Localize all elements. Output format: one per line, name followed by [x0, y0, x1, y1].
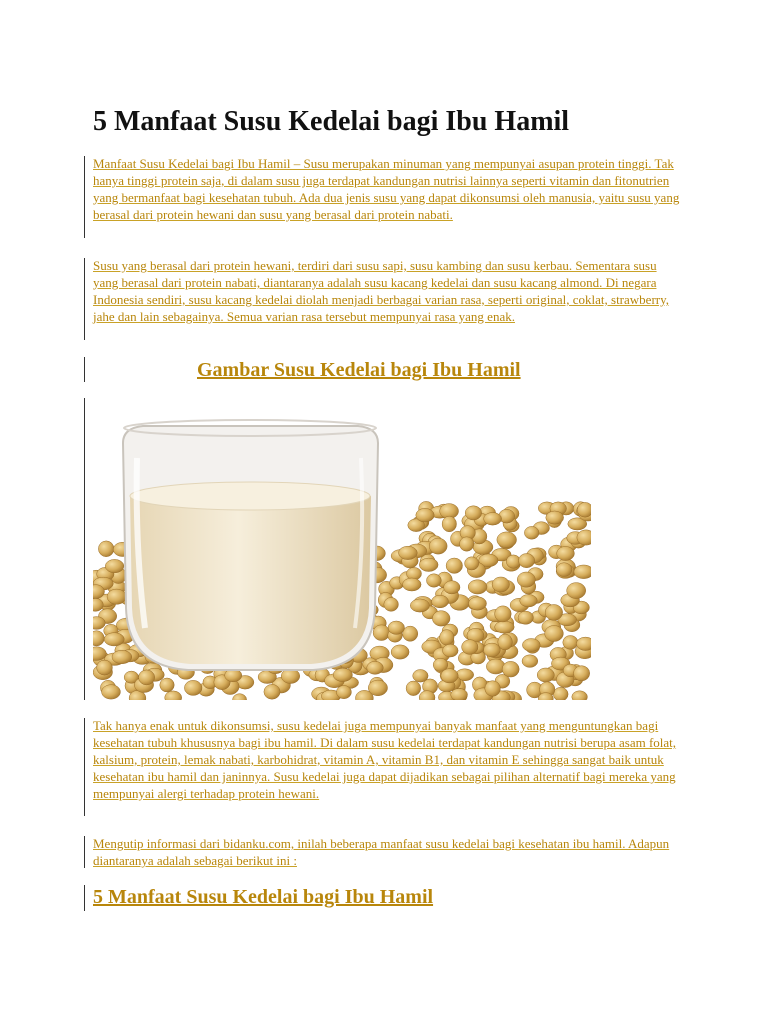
soybean-shape	[98, 541, 114, 557]
section-heading-link[interactable]: 5 Manfaat Susu Kedelai bagi Ibu Hamil	[93, 886, 434, 908]
soybean-shape	[518, 611, 533, 624]
soybean-shape	[139, 670, 155, 685]
soybean-shape	[104, 633, 124, 646]
soybean-shape	[403, 626, 418, 641]
soybean-shape	[336, 686, 351, 699]
intro-paragraph-link[interactable]: Manfaat Susu Kedelai bagi Ibu Hamil – Susu merupakan minuman yang mempunyai asupan protein tinggi. Tak hanya tinggi protein saja, di dalam susu juga terdapat kandungan nutrisi lainnya seperti vitamin dan fitonutrien yang bermanfaat bagi kesehatan tubuh. Ada dua jenis susu yang dapat dikonsumsi oleh manusia, yaitu susu yang berasal dari protein hewani dan susu yang berasal dari protein nabati.	[93, 156, 680, 222]
soybean-shape	[399, 546, 418, 559]
soybean-shape	[367, 661, 384, 674]
soybean-shape	[440, 630, 454, 646]
soybean-shape	[517, 572, 535, 587]
soybean-shape	[388, 621, 404, 634]
soy-milk-photo	[93, 398, 591, 700]
soybean-shape	[429, 538, 447, 554]
soybean-shape	[502, 661, 519, 677]
paragraph-margin-bar	[84, 836, 85, 868]
soybean-shape	[469, 597, 487, 610]
soybean-shape	[432, 595, 449, 608]
soy-milk-glass-icon	[93, 398, 591, 700]
soybean-shape	[184, 680, 202, 695]
paragraph-margin-bar	[84, 718, 85, 816]
source-paragraph-link[interactable]: Mengutip informasi dari bidanku.com, inilah beberapa manfaat susu kedelai bagi kesehatan ibu hamil. Adapun diantaranya adalah sebagai berikut ini :	[93, 836, 670, 868]
image-heading-link[interactable]: Gambar Susu Kedelai bagi Ibu Hamil	[197, 359, 521, 381]
soybean-shape	[567, 583, 586, 599]
image-margin-bar	[84, 398, 85, 700]
soybean-shape	[468, 580, 487, 594]
paragraph-margin-bar	[84, 258, 85, 340]
soybean-shape	[522, 655, 538, 668]
soybean-shape	[419, 558, 438, 571]
soybean-shape	[545, 626, 564, 642]
page-title: 5 Manfaat Susu Kedelai bagi Ibu Hamil	[93, 106, 570, 137]
soybean-shape	[441, 669, 458, 683]
soybean-shape	[460, 537, 474, 551]
soybean-shape	[545, 605, 562, 621]
soybean-shape	[492, 577, 509, 592]
soybean-shape	[465, 557, 479, 570]
soybean-shape	[484, 643, 501, 657]
heading-margin-bar	[84, 885, 85, 911]
paragraph-margin-bar	[84, 156, 85, 238]
soybean-shape	[495, 621, 515, 633]
benefits-paragraph-link[interactable]: Tak hanya enak untuk dikonsumsi, susu kedelai juga mempunyai banyak manfaat yang menguntungkan bagi kesehatan tubuh khususnya bagi ibu hamil. Di dalam susu kedelai terdapat kandungan nutrisi berupa asam folat, kalsium, protein, lemak nabati, karbohidrat, vitamin A, vitamin B1, dan vitamin E sehingga sangat baik untuk kesehatan ibu hamil dan janinnya. Susu kedelai juga dapat dijadikan sebagai pilihan alternatif bagi mereka yang mempunyai alergi terhadap protein hewani.	[93, 718, 677, 801]
soybean-shape	[406, 681, 421, 696]
soybean-shape	[574, 666, 590, 681]
soybean-shape	[553, 687, 568, 700]
soybean-shape	[546, 511, 564, 524]
soybean-shape	[484, 513, 502, 526]
soybean-shape	[384, 598, 399, 612]
soybean-shape	[495, 606, 512, 622]
soybean-shape	[442, 516, 456, 532]
soybean-shape	[446, 558, 462, 573]
soybean-shape	[107, 589, 126, 604]
soybean-shape	[497, 532, 517, 548]
soybean-shape	[519, 554, 535, 568]
soybean-shape	[462, 640, 478, 655]
soybean-shape	[333, 668, 352, 681]
soybean-shape	[537, 668, 554, 682]
soybean-shape	[416, 508, 434, 522]
soybean-shape	[373, 625, 390, 641]
soybean-shape	[444, 581, 460, 594]
soybean-shape	[451, 689, 468, 701]
soybean-shape	[574, 565, 591, 579]
soybean-shape	[410, 599, 429, 612]
soybean-shape	[102, 685, 121, 699]
soybean-shape	[368, 680, 387, 696]
heading-margin-bar	[84, 357, 85, 382]
soybean-shape	[557, 547, 575, 561]
soybean-shape	[264, 684, 280, 699]
soybean-shape	[97, 660, 113, 675]
soybean-shape	[391, 645, 409, 659]
milk-types-paragraph-link[interactable]: Susu yang berasal dari protein hewani, terdiri dari susu sapi, susu kambing dan susu kerbau. Sementara susu yang berasal dari protein nabati, diantaranya adalah susu kacang kedelai dan susu kacang almond. Di negara Indonesia sendiri, susu kacang kedelai diolah menjadi berbagai varian rasa, seperti original, coklat, strawberry, jahe dan lain sebagainya. Semua varian rasa tersebut mempunyai rasa yang enak.	[93, 258, 670, 324]
soybean-shape	[443, 644, 459, 657]
soybean-shape	[485, 681, 501, 697]
soybean-shape	[105, 559, 124, 572]
soybean-shape	[524, 526, 539, 539]
soybean-shape	[520, 595, 538, 607]
soybean-shape	[522, 639, 540, 652]
soybean-shape	[160, 678, 174, 692]
soybean-shape	[577, 502, 591, 517]
soybean-shape	[465, 506, 481, 520]
soybean-shape	[563, 636, 578, 650]
soybean-shape	[432, 611, 450, 626]
soybean-shape	[556, 563, 572, 577]
soybean-shape	[427, 574, 442, 587]
soybean-shape	[403, 578, 422, 591]
soybean-shape	[112, 650, 132, 663]
